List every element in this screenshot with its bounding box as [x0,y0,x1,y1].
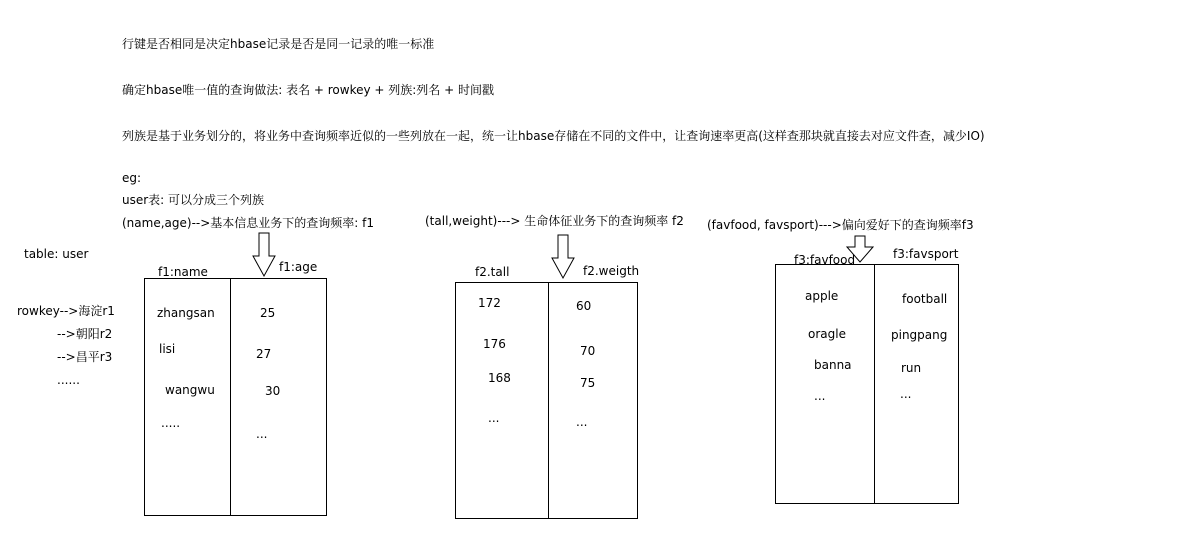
f1-name-header: f1:name [158,265,208,279]
f3-favsport-cell: football [902,292,948,306]
down-arrow-icon [252,232,276,278]
f2-tall-header: f2.tall [475,265,510,279]
note-rowkey-uniqueness: 行键是否相同是决定hbase记录是否是同一记录的唯一标准 [122,37,435,51]
f2-weight-cell: 60 [576,299,592,313]
f1-name-cell: zhangsan [157,306,215,320]
f3-favfood-cell: ... [814,389,826,403]
f2-tall-cell: ... [488,411,500,425]
f3-favfood-cell: banna [814,358,852,372]
rowkey-r1: rowkey-->海淀r1 [17,304,115,318]
note-unique-value-query: 确定hbase唯一值的查询做法: 表名 + rowkey + 列族:列名 + 时间戳 [122,83,494,97]
f2-weight-cell: 70 [580,344,596,358]
f1-age-cell: 27 [256,347,272,361]
f2-weight-cell: ... [576,415,588,429]
f1-age-cell: 25 [260,306,276,320]
f3-favsport-cell: pingpang [891,328,948,342]
f1-name-cell: ..... [161,416,181,430]
f1-age-cell: 30 [265,384,281,398]
rowkey-r2: -->朝阳r2 [57,327,113,341]
note-family-f1: (name,age)-->基本信息业务下的查询频率: f1 [122,216,374,230]
table-name-label: table: user [24,247,89,261]
f3-favsport-cell: run [901,361,922,375]
down-arrow-icon [551,234,575,280]
note-user-table: user表: 可以分成三个列族 [122,193,265,207]
f3-favsport-cell: ... [900,387,912,401]
f3-column-divider [874,264,875,504]
f1-age-header: f1:age [279,260,318,274]
f2-weight-cell: 75 [580,376,596,390]
f1-name-cell: lisi [159,342,176,356]
f3-favfood-header: f3:favfood [794,253,856,267]
down-arrow-icon [846,235,874,263]
f3-favfood-cell: apple [805,289,839,303]
note-family-f3: (favfood, favsport)--->偏向爱好下的查询频率f3 [707,218,974,232]
f3-favsport-header: f3:favsport [893,247,959,261]
f1-age-cell: ... [256,427,268,441]
note-column-family-explanation: 列族是基于业务划分的，将业务中查询频率近似的一些列放在一起，统一让hbase存储在不同的文件中，让查询速率更高(这样查那块就直接去对应文件查，减少IO) [122,129,985,143]
f2-weight-header: f2.weigth [583,264,640,278]
f1-name-cell: wangwu [165,383,215,397]
f2-column-divider [548,282,549,519]
f1-column-divider [230,278,231,516]
f2-tall-cell: 168 [488,371,511,385]
note-family-f2: (tall,weight)---> 生命体征业务下的查询频率 f2 [425,214,684,228]
rowkey-r3: -->昌平r3 [57,350,113,364]
f3-favfood-cell: oragle [808,327,846,341]
note-eg: eg: [122,171,142,185]
rowkey-more: ...... [57,373,80,387]
f2-table-border [455,282,638,519]
f2-tall-cell: 172 [478,296,501,310]
f2-tall-cell: 176 [483,337,506,351]
